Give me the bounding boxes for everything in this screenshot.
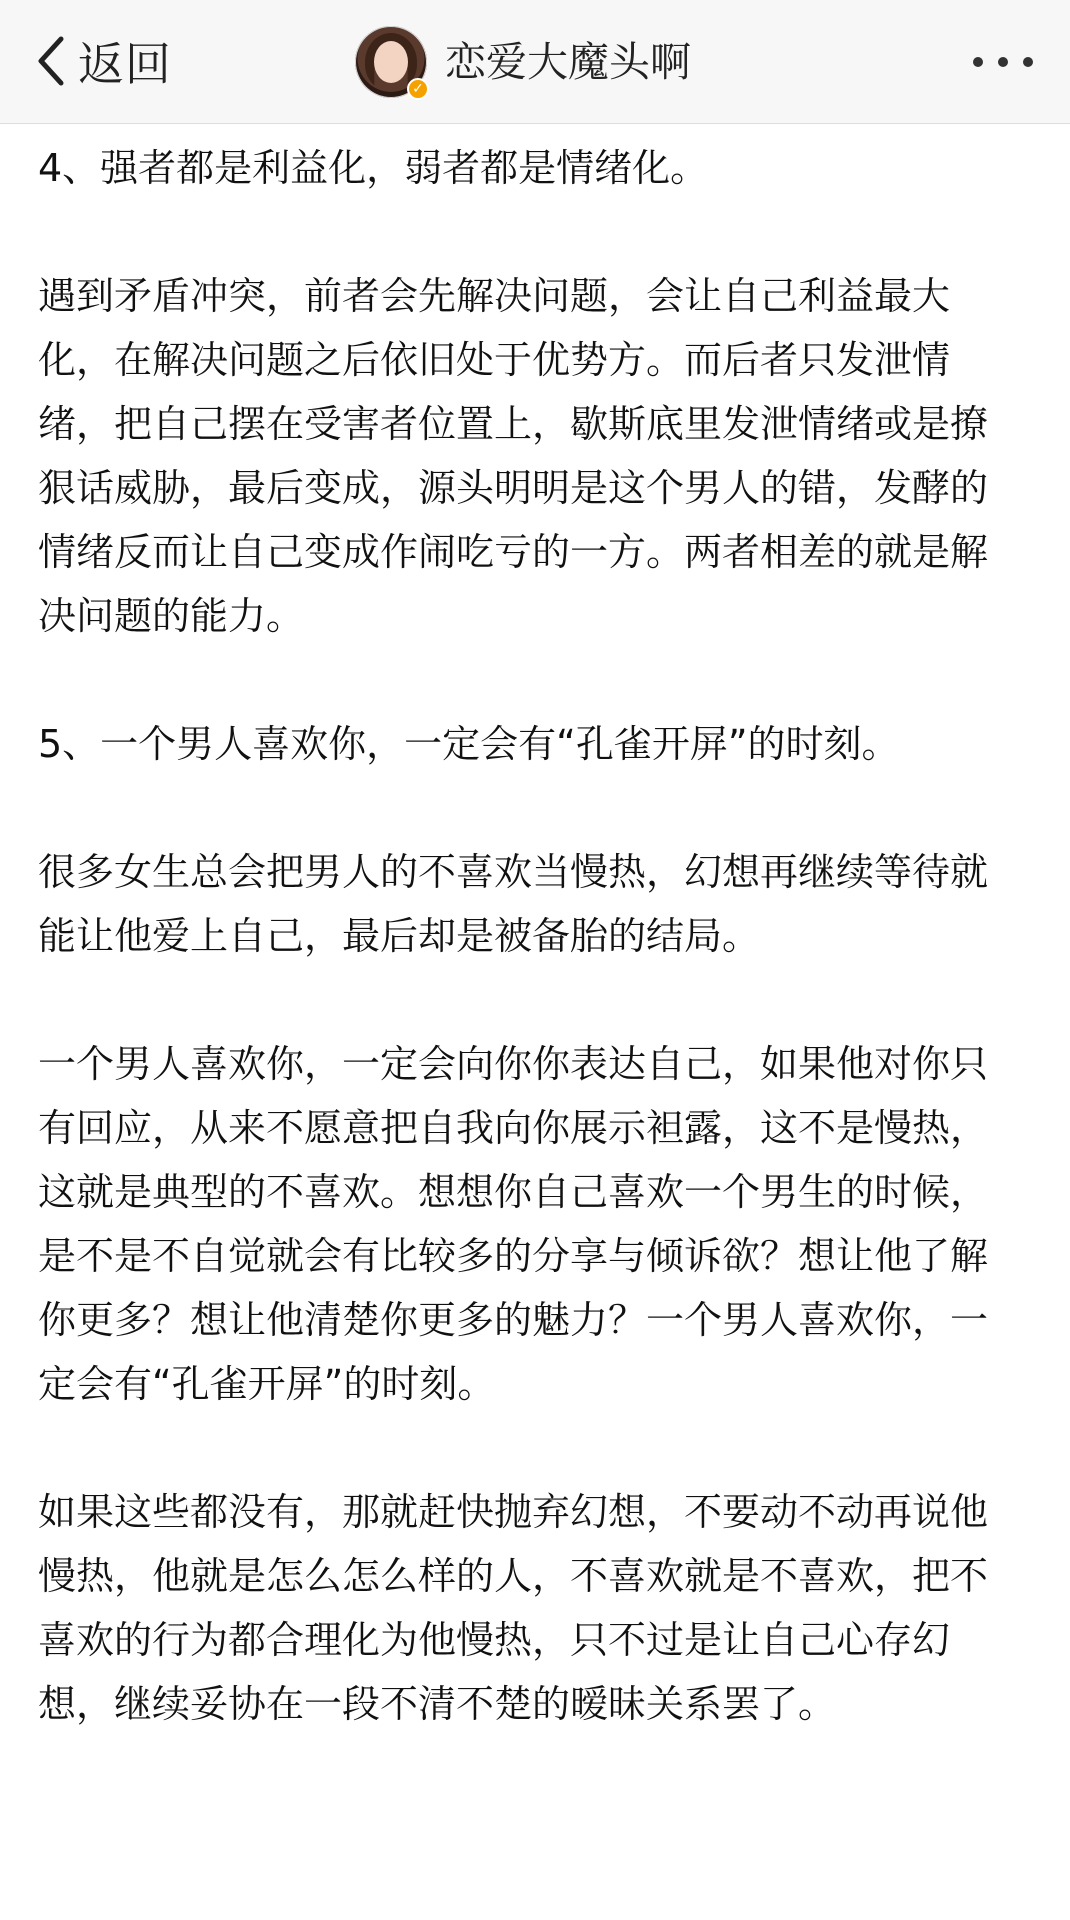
chevron-left-icon	[32, 31, 72, 91]
paragraph-spacer	[38, 648, 998, 712]
avatar-face	[374, 41, 408, 83]
article-paragraph: 如果这些都没有，那就赶快抛弃幻想，不要动不动再说他慢热，他就是怎么怎么样的人，不喜欢就是不喜欢，把不喜欢的行为都合理化为他慢热，只不过是让自己心存幻想，继续妥协在一段不清不楚的暧昧关系罢了。	[38, 1490, 989, 1726]
more-horizontal-icon	[970, 43, 1036, 81]
paragraph-spacer	[38, 200, 998, 264]
back-button[interactable]	[32, 26, 172, 96]
article-content	[38, 136, 998, 1736]
more-options-button[interactable]	[970, 43, 1036, 81]
article-paragraph: 5、一个男人喜欢你，一定会有“孔雀开屏”的时刻。	[38, 722, 900, 766]
account-name[interactable]: 恋爱大魔头啊	[445, 38, 691, 86]
article-paragraph: 很多女生总会把男人的不喜欢当慢热，幻想再继续等待就能让他爱上自己，最后却是被备胎的结局。	[38, 850, 989, 958]
article-paragraph: 一个男人喜欢你，一定会向你你表达自己，如果他对你只有回应，从来不愿意把自我向你展示袒露，这不是慢热，这就是典型的不喜欢。想想你自己喜欢一个男生的时候，是不是不自觉就会有比较多的分享与倾诉欲？想让他了解你更多？想让他清楚你更多的魅力？一个男人喜欢你，一定会有“孔雀开屏”的时刻。	[38, 1042, 989, 1406]
back-label: 返回	[78, 37, 172, 91]
account-profile[interactable]	[355, 26, 691, 98]
verified-badge-icon: ✓	[407, 78, 429, 100]
avatar[interactable]	[355, 26, 427, 98]
paragraph-spacer	[38, 776, 998, 840]
article-paragraph: 4、强者都是利益化，弱者都是情绪化。	[38, 146, 709, 190]
article-paragraph: 遇到矛盾冲突，前者会先解决问题，会让自己利益最大化，在解决问题之后依旧处于优势方。而后者只发泄情绪，把自己摆在受害者位置上，歇斯底里发泄情绪或是撩狠话威胁，最后变成，源头明明是这个男人的错，发酵的情绪反而让自己变成作闹吃亏的一方。两者相差的就是解决问题的能力。	[38, 274, 989, 638]
paragraph-spacer	[38, 1416, 998, 1480]
top-navigation-bar	[0, 0, 1070, 124]
paragraph-spacer	[38, 968, 998, 1032]
